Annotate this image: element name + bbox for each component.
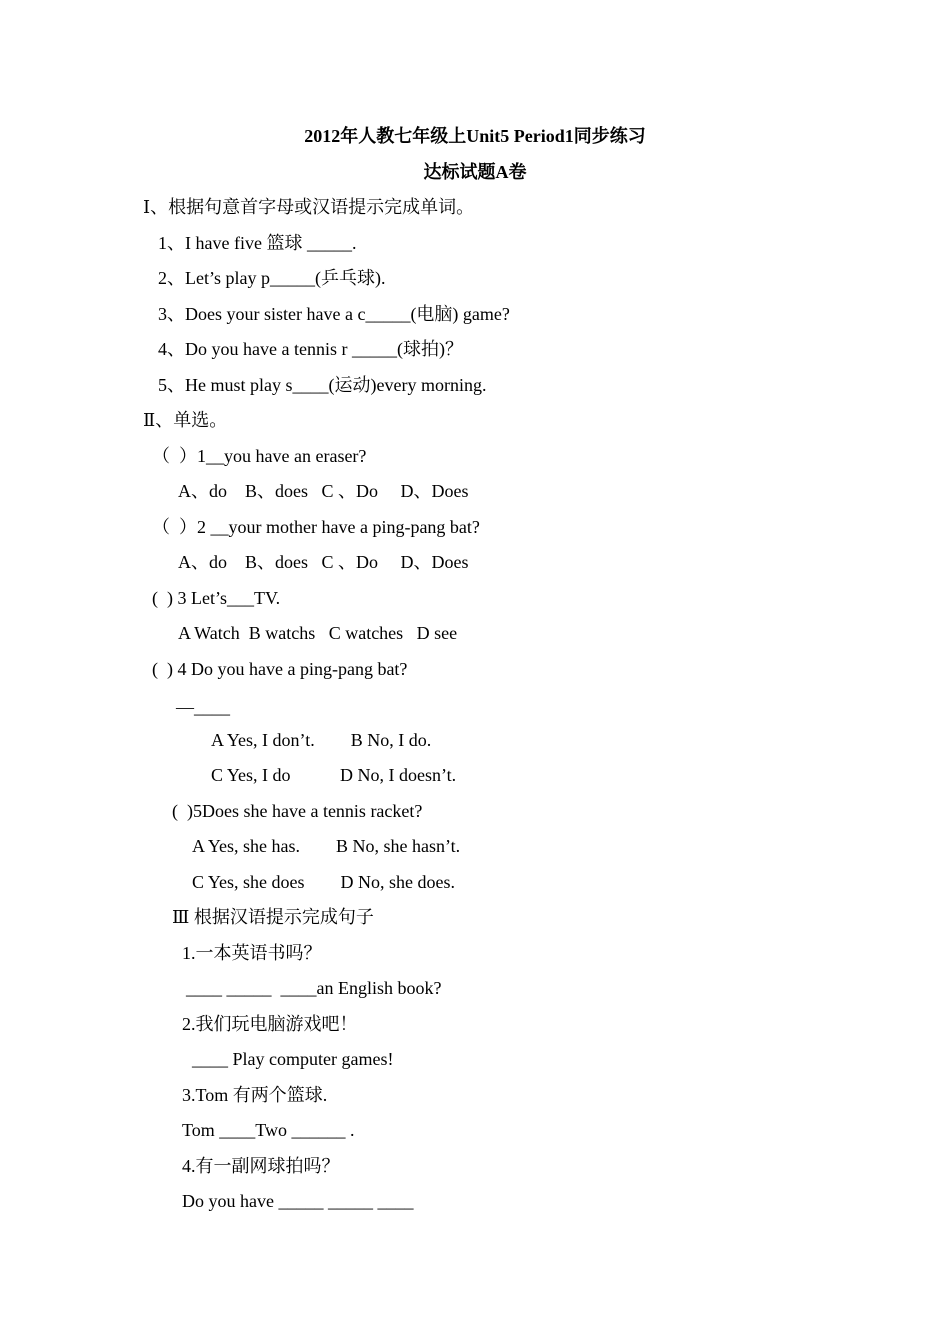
question-5-options-ab: A Yes, she has. B No, she hasn’t. bbox=[192, 836, 461, 856]
question-1-options: A、do B、does C 、Do D、Does bbox=[178, 481, 469, 501]
question-4: ( ) 4 Do you have a ping-pang bat? bbox=[152, 659, 408, 679]
question-1: （ ）1__you have an eraser? bbox=[152, 446, 367, 466]
sentence-2-prompt: 2.我们玩电脑游戏吧！ bbox=[182, 1014, 358, 1034]
question-5-options-cd: C Yes, she does D No, she does. bbox=[192, 872, 456, 892]
question-2-options: A、do B、does C 、Do D、Does bbox=[178, 552, 469, 572]
question-2: （ ）2 __your mother have a ping-pang bat? bbox=[152, 517, 480, 537]
sentence-1-prompt: 1.一本英语书吗？ bbox=[182, 943, 322, 963]
question-4-options-ab: A Yes, I don’t. B No, I do. bbox=[211, 730, 432, 750]
section-1-item-1: 1、I have five 篮球 _____. bbox=[158, 233, 357, 253]
question-3: ( ) 3 Let’s___TV. bbox=[152, 588, 281, 608]
page-title: 2012年人教七年级上Unit5 Period1同步练习 bbox=[304, 126, 646, 146]
sentence-3-prompt: 3.Tom 有两个篮球. bbox=[182, 1085, 328, 1105]
question-3-options: A Watch B watchs C watches D see bbox=[178, 623, 458, 643]
question-4-options-cd: C Yes, I do D No, I doesn’t. bbox=[211, 765, 457, 785]
sentence-1-blanks: ____ _____ ____an English book? bbox=[186, 978, 442, 998]
section-2-heading: Ⅱ、单选。 bbox=[143, 410, 228, 430]
sentence-4-blanks: Do you have _____ _____ ____ bbox=[182, 1191, 414, 1211]
question-5: ( )5Does she have a tennis racket? bbox=[172, 801, 423, 821]
page-subtitle: 达标试题A卷 bbox=[423, 162, 527, 182]
section-1-item-2: 2、Let’s play p_____(乒乓球). bbox=[158, 268, 386, 288]
sentence-2-blanks: ____ Play computer games! bbox=[192, 1049, 394, 1069]
sentence-3-blanks: Tom ____Two ______ . bbox=[182, 1120, 355, 1140]
section-3-heading: Ⅲ 根据汉语提示完成句子 bbox=[172, 907, 374, 927]
section-1-item-3: 3、Does your sister have a c_____(电脑) game? bbox=[158, 304, 510, 324]
sentence-4-prompt: 4.有一副网球拍吗？ bbox=[182, 1156, 340, 1176]
question-4-answer-blank: —____ bbox=[176, 697, 230, 717]
section-1-heading: Ⅰ、根据句意首字母或汉语提示完成单词。 bbox=[143, 197, 475, 217]
section-1-item-5: 5、He must play s____(运动)every morning. bbox=[158, 375, 487, 395]
section-1-item-4: 4、Do you have a tennis r _____(球拍)？ bbox=[158, 339, 463, 359]
